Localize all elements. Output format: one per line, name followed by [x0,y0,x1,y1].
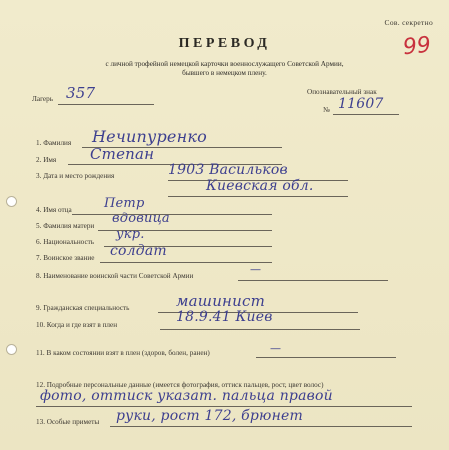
field-4-line [72,214,272,215]
field-4-value: Петр [104,196,145,211]
field-10-label: 10. Когда и где взят в плен [36,321,118,329]
field-12-label: 12. Подробные персональные данные (имеется фотография, оттиск пальцев, рост, цвет волос) [36,381,324,389]
field-7-value: солдат [110,243,167,259]
id-mark-no-label: № [323,106,330,114]
field-3-value-2: Киевская обл. [206,178,314,194]
field-7-line [100,262,272,263]
id-mark-label: Опознавательный знак [307,88,377,96]
field-11-value: — [270,342,282,355]
field-12-value: фото, оттиск указат. пальца правой [40,388,333,404]
field-3-line-2 [168,196,348,197]
field-10-value: 18.9.41 Киев [176,309,273,325]
field-9-label: 9. Гражданская специальность [36,304,130,312]
field-13-line [110,426,412,427]
field-2-label: 2. Имя [36,156,57,164]
field-12-line [36,406,412,407]
subtitle-line-1: с личной трофейной немецкой карточки военнослужащего Советской Армии, [105,60,344,68]
field-4-label: 4. Имя отца [36,206,72,214]
field-9-value: машинист [176,292,266,310]
camp-value: 357 [66,84,96,102]
field-11-line [256,357,396,358]
field-11-label: 11. В каком состоянии взят в плен (здоров, болен, ранен) [36,349,210,357]
field-10-line [160,329,360,330]
field-6-label: 6. Национальность [36,238,95,246]
classification-mark: Сов. секретно [384,18,433,27]
id-mark-line [333,114,399,115]
field-6-value: укр. [116,227,145,242]
field-3-label: 3. Дата и место рождения [36,172,115,180]
field-1-label: 1. Фамилия [36,139,72,147]
field-1-value: Нечипуренко [92,127,207,146]
punch-hole-icon [6,196,17,207]
field-7-label: 7. Воинское звание [36,254,95,262]
document-title: ПЕРЕВОД [178,36,271,51]
field-13-label: 13. Особые приметы [36,418,100,426]
camp-line [58,104,154,105]
field-13-value: руки, рост 172, брюнет [116,408,303,424]
camp-label: Лагерь [32,95,53,103]
field-2-value: Степан [90,145,155,163]
field-8-line [238,280,388,281]
field-3-value: 1903 Васильков [168,162,288,178]
red-annotation: 99 [401,32,433,61]
field-8-label: 8. Наименование воинской части Советской Армии [36,272,194,280]
field-5-value: вдовица [112,211,170,226]
subtitle-line-2: бывшего в немецком плену. [182,69,267,77]
id-mark-value: 11607 [338,96,384,112]
field-8-value: — [250,263,262,276]
punch-hole-icon [6,344,17,355]
field-5-label: 5. Фамилия матери [36,222,95,230]
